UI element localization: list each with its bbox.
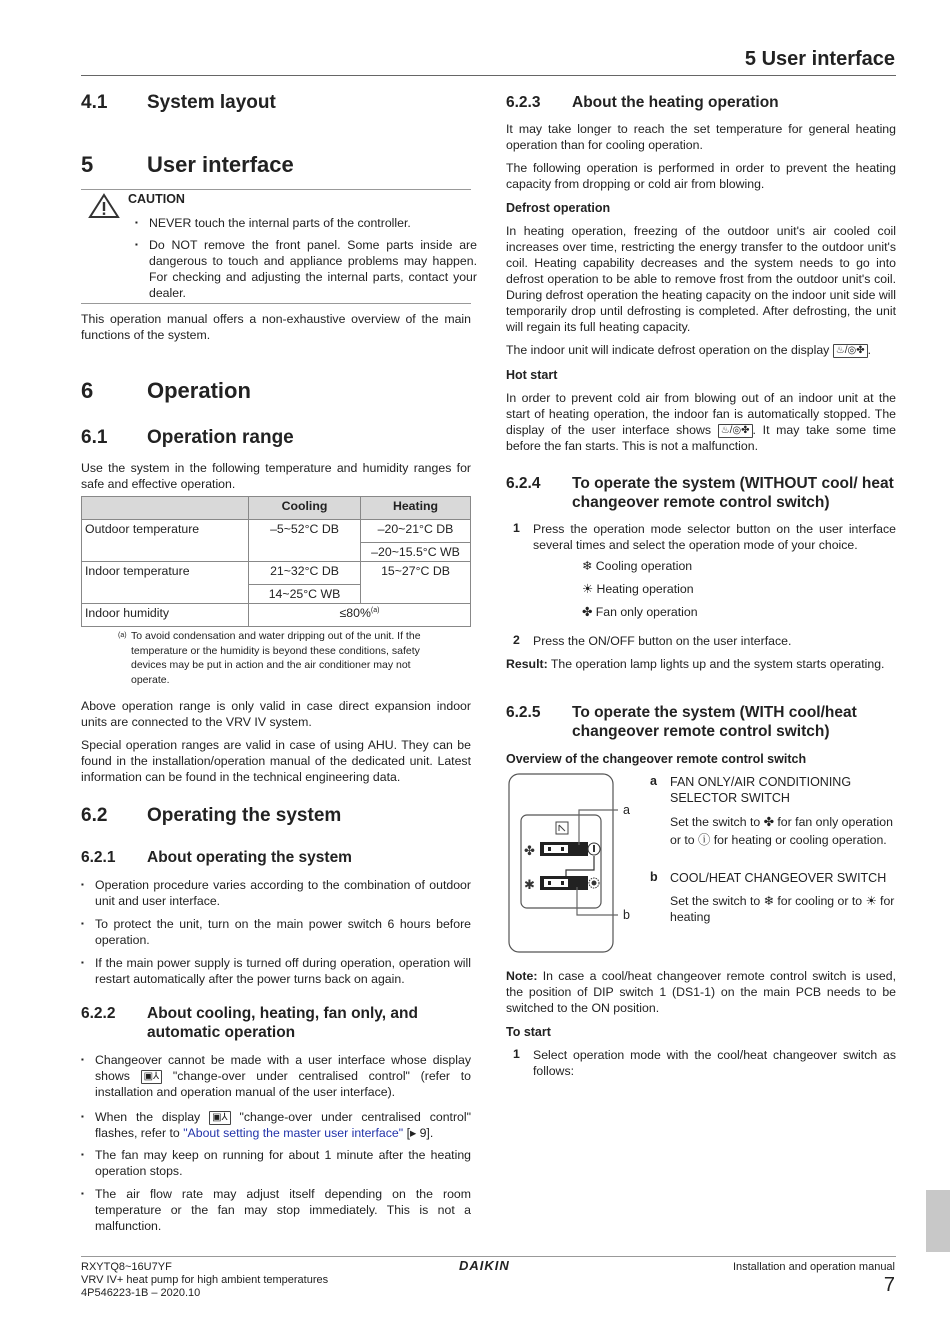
list-item: ▪ If the main power supply is turned off during operation, operation will restart automatically after the power turns back on again. bbox=[81, 955, 471, 987]
caution-top-rule bbox=[81, 189, 471, 190]
heading-4-1 bbox=[81, 92, 276, 114]
cooling-value bbox=[249, 562, 361, 604]
text: . It may take some time before the fan starts. This is not a malfunction. bbox=[506, 423, 896, 453]
text: Set the switch to bbox=[670, 815, 761, 829]
table-row bbox=[82, 562, 471, 604]
step-number: 2 bbox=[513, 633, 520, 647]
cooling-value bbox=[249, 520, 361, 562]
note-paragraph bbox=[506, 968, 896, 1016]
operation-range-table bbox=[81, 496, 471, 627]
table-row bbox=[82, 520, 471, 562]
footnote-mark: (a) bbox=[118, 632, 127, 639]
mode-item-heating bbox=[582, 582, 694, 596]
legend-letter-a: a bbox=[650, 774, 657, 788]
callout-a: a bbox=[623, 803, 630, 817]
changeover-switch-diagram bbox=[506, 772, 646, 954]
footer-manual-type: Installation and operation manual bbox=[732, 1261, 895, 1273]
heading-6-1 bbox=[81, 427, 294, 449]
humidity-value bbox=[249, 604, 471, 627]
section-title: About cooling, heating, fan only, and automatic operation bbox=[147, 1005, 418, 1041]
heading-5 bbox=[81, 152, 294, 178]
cell-line: 14~25°C WB bbox=[249, 584, 360, 601]
paragraph: Special operation ranges are valid in case of using AHU. They can be found in the installation/operation manual of the dedicated unit. Latest information can be found in the technical engineering data. bbox=[81, 738, 471, 784]
cell-line: 21~32°C DB bbox=[270, 564, 339, 578]
svg-text:✱: ✱ bbox=[524, 877, 535, 892]
step-number: 1 bbox=[513, 1047, 520, 1061]
text: Changeover cannot be made with a user interface whose display shows bbox=[95, 1053, 471, 1083]
subheading-overview: Overview of the changeover remote control switch bbox=[506, 752, 807, 766]
section-title: Operating the system bbox=[147, 805, 342, 826]
sun-heating-icon: ☀ bbox=[582, 582, 594, 596]
heading-6-2-5 bbox=[506, 703, 896, 741]
page-number: 7 bbox=[883, 1274, 895, 1296]
text: "change-over under centralised control" (refer to installation and operation manual of the user interface). bbox=[95, 1069, 471, 1099]
mode-item-cooling bbox=[582, 559, 692, 573]
subheading-hot-start: Hot start bbox=[506, 368, 558, 382]
text: In order to prevent cold air from blowing out of an indoor unit at the start of heating operation, the indoor fan is automatically stopped. The display of the user interface shows bbox=[506, 391, 896, 437]
cell-line: –5~52°C DB bbox=[270, 522, 339, 536]
legend-letter-b: b bbox=[650, 870, 658, 884]
section-number: 5 bbox=[81, 152, 94, 177]
callout-b: b bbox=[623, 908, 630, 922]
section-title: User interface bbox=[147, 152, 294, 177]
fan-icon: ✤ bbox=[582, 605, 593, 619]
heading-6-2-3 bbox=[506, 93, 779, 112]
text: for heating bbox=[670, 894, 895, 924]
row-label: Indoor temperature bbox=[82, 562, 249, 604]
section-number: 4.1 bbox=[81, 92, 108, 113]
table-footnote: To avoid condensation and water dripping out of the unit. If the temperature or the humidity is beyond these conditions, safety devices may be put in action and the air conditioner may not operate. bbox=[131, 630, 421, 686]
list-item: ▪ Operation procedure varies according to the combination of outdoor unit and user interface. bbox=[81, 877, 471, 909]
caution-item: ▪ NEVER touch the internal parts of the controller. bbox=[135, 215, 477, 231]
section-title: To operate the system (WITHOUT cool/ heat changeover remote control switch) bbox=[572, 475, 894, 511]
step-text: Press the operation mode selector button on the user interface several times and select the operation mode of your choice. bbox=[533, 522, 896, 552]
result-text: The operation lamp lights up and the system starts operating. bbox=[550, 657, 885, 671]
fan-icon: ✤ bbox=[763, 815, 774, 829]
chapter-header: 5 User interface bbox=[744, 48, 895, 70]
section-number: 6.2.2 bbox=[81, 1005, 116, 1022]
text: The indoor unit will indicate defrost operation on the display bbox=[506, 343, 830, 357]
mode-label: Heating operation bbox=[596, 582, 694, 596]
paragraph: The indoor unit will indicate defrost operation on the display ♨/◎✤ . bbox=[506, 343, 872, 357]
section-title: Operation bbox=[147, 378, 251, 403]
caution-label: CAUTION bbox=[128, 192, 185, 206]
paragraph: In heating operation, freezing of the outdoor unit's air cooled coil increases over time, restricting the energy transfer to the outdoor unit's coil. Heating capability decreases and the system needs to go into defrost operation to be able to remove frost from the outdoor unit's coil. During defrost operation the heating capacity on the indoor unit side will temporarily drop until defrosting is completed. After defrosting, the unit will regain its full heating capacity. bbox=[506, 224, 896, 334]
subheading-defrost: Defrost operation bbox=[506, 201, 611, 215]
heading-6 bbox=[81, 378, 251, 404]
paragraph: The following operation is performed in order to prevent the heating capacity from dropping or cold air from blowing. bbox=[506, 161, 896, 191]
text: for heating or cooling operation. bbox=[713, 833, 887, 847]
step-number: 1 bbox=[513, 521, 520, 535]
text: Set the switch to bbox=[670, 894, 761, 908]
footer-rule bbox=[81, 1256, 896, 1257]
snowflake-cooling-icon: ❄ bbox=[582, 559, 593, 573]
caution-item: ▪ Do NOT remove the front panel. Some parts inside are dangerous to touch and appliance problems may happen. For checking and adjusting the internal parts, contact your dealer. bbox=[135, 237, 477, 301]
step-text: Press the ON/OFF button on the user interface. bbox=[533, 634, 792, 648]
cell-line: 15~27°C DB bbox=[381, 564, 450, 578]
defrost-display-icon: ♨/◎✤ bbox=[833, 344, 868, 358]
step-text: Select operation mode with the cool/heat changeover switch as follows: bbox=[533, 1048, 896, 1078]
section-title: Operation range bbox=[147, 427, 294, 448]
paragraph: This operation manual offers a non-exhaustive overview of the main functions of the system. bbox=[81, 312, 471, 342]
section-title: To operate the system (WITH cool/heat changeover remote control switch) bbox=[572, 704, 857, 740]
list-item: ▪ The fan may keep on running for about 1 minute after the heating operation stops. bbox=[81, 1147, 471, 1179]
section-number: 6.2.5 bbox=[506, 704, 541, 721]
table-header-row bbox=[82, 497, 471, 520]
hot-start-display-icon: ♨/◎✤ bbox=[718, 424, 753, 438]
centralised-control-display-icon: ▣⅄ bbox=[209, 1111, 231, 1125]
list-item: ▪ The air flow rate may adjust itself depending on the room temperature or the fan may stop immediately. This is not a malfunction. bbox=[81, 1186, 471, 1234]
section-number: 6.1 bbox=[81, 427, 108, 448]
sun-heating-icon: ☀ bbox=[865, 894, 877, 908]
footer-model: RXYTQ8~16U7YF bbox=[81, 1261, 172, 1273]
caution-bottom-rule bbox=[81, 303, 471, 304]
heading-6-2-2 bbox=[81, 1004, 471, 1042]
paragraph: Above operation range is only valid in case direct expansion indoor units are connected to the VRV IV system. bbox=[81, 699, 471, 729]
chapter-thumb-tab bbox=[926, 1190, 950, 1252]
result-paragraph bbox=[506, 656, 896, 672]
section-number: 6.2.1 bbox=[81, 849, 116, 866]
section-number: 6 bbox=[81, 378, 94, 403]
cell-line: –20~21°C DB bbox=[377, 522, 454, 536]
svg-text:✤: ✤ bbox=[524, 843, 535, 858]
legend-a-title: FAN ONLY/AIR CONDITIONING SELECTOR SWITCH bbox=[670, 775, 852, 805]
section-number: 6.2.3 bbox=[506, 94, 541, 111]
mode-label: Fan only operation bbox=[595, 605, 698, 619]
footer-product: VRV IV+ heat pump for high ambient temperatures bbox=[81, 1274, 329, 1286]
header-cell-cooling: Cooling bbox=[249, 497, 361, 520]
cell-text: ≤80% bbox=[339, 606, 371, 620]
heading-6-2 bbox=[81, 805, 341, 827]
page-reference: [▸ 9]. bbox=[406, 1126, 434, 1140]
mode-item-fan bbox=[582, 605, 698, 619]
list-item: ▪ To protect the unit, turn on the main power switch 6 hours before operation. bbox=[81, 916, 471, 948]
list-item bbox=[81, 1052, 471, 1100]
legend-b-title: COOL/HEAT CHANGEOVER SWITCH bbox=[670, 871, 887, 885]
heading-6-2-1 bbox=[81, 848, 352, 867]
header-rule bbox=[81, 75, 896, 76]
footnote-ref: (a) bbox=[370, 606, 380, 614]
note-label: Note: bbox=[506, 969, 538, 983]
warning-triangle-icon bbox=[88, 193, 120, 219]
table-row bbox=[82, 604, 471, 627]
heading-6-2-4 bbox=[506, 474, 896, 512]
paragraph: Use the system in the following temperature and humidity ranges for safe and effective operation. bbox=[81, 461, 471, 491]
row-label: Outdoor temperature bbox=[82, 520, 249, 562]
heating-value bbox=[361, 520, 471, 562]
section-title: System layout bbox=[147, 92, 276, 113]
section-number: 6.2.4 bbox=[506, 475, 541, 492]
thermometer-icon: ⓘ bbox=[698, 833, 711, 847]
paragraph bbox=[506, 390, 896, 454]
result-label: Result: bbox=[506, 657, 548, 671]
heating-value bbox=[361, 562, 471, 604]
section-title: About the heating operation bbox=[572, 94, 779, 111]
paragraph: It may take longer to reach the set temperature for general heating operation than for cooling operation. bbox=[506, 122, 896, 152]
snowflake-cooling-icon: ❄ bbox=[763, 894, 774, 908]
text: When the display bbox=[95, 1110, 201, 1124]
text: for fan only operation or to bbox=[670, 815, 893, 847]
master-user-interface-link[interactable]: "About setting the master user interface" bbox=[183, 1126, 404, 1140]
section-number: 6.2 bbox=[81, 805, 108, 826]
list-item bbox=[81, 1109, 471, 1141]
cell-line: –20~15.5°C WB bbox=[361, 542, 470, 559]
mode-label: Cooling operation bbox=[595, 559, 693, 573]
section-title: About operating the system bbox=[147, 849, 352, 866]
legend-b-text bbox=[670, 893, 896, 925]
footer-doc-number: 4P546223-1B – 2020.10 bbox=[81, 1287, 201, 1299]
text: for cooling or to bbox=[777, 894, 863, 908]
legend-a-text bbox=[670, 813, 896, 849]
centralised-control-display-icon: ▣⅄ bbox=[141, 1070, 163, 1084]
subheading-to-start: To start bbox=[506, 1025, 551, 1039]
note-text: In case a cool/heat changeover remote control switch is used, the position of DIP switch 1 (DS1-1) on the main PCB needs to be switched to the ON position. bbox=[506, 969, 896, 1015]
text: "change-over under centralised control" flashes, refer to bbox=[95, 1110, 471, 1140]
header-cell-empty bbox=[82, 497, 249, 520]
daikin-logo: DAIKIN bbox=[459, 1258, 510, 1273]
row-label: Indoor humidity bbox=[82, 604, 249, 627]
header-cell-heating: Heating bbox=[361, 497, 471, 520]
